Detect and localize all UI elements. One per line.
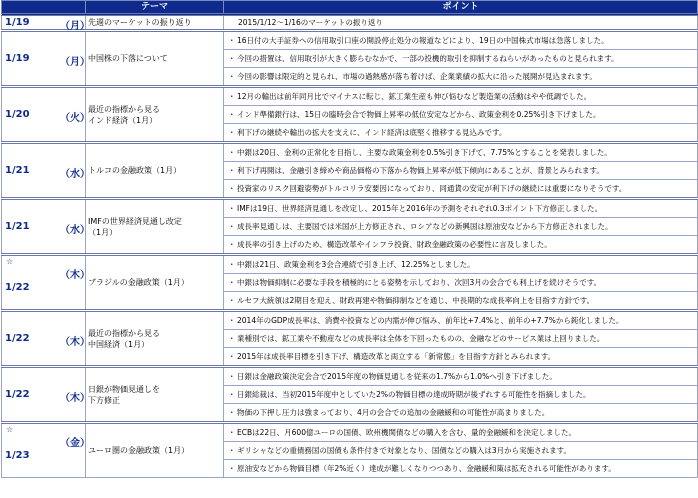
weekday-label: （木）: [60, 270, 90, 281]
bullet-icon: ・: [228, 333, 236, 343]
point-cell: [224, 180, 698, 199]
date-cell: [2, 87, 90, 143]
theme-header: テーマ: [86, 1, 224, 15]
date-label: 1/22: [5, 389, 30, 400]
bullet-icon: ・: [228, 445, 236, 455]
bullet-icon: ・: [228, 295, 236, 305]
header-row: [2, 1, 698, 15]
date-label: 1/19: [5, 17, 30, 28]
point-cell: [224, 218, 698, 236]
point-text: 物価の下押し圧力は強まっており、4月の会合での追加の金融緩和の可能性が高まりました。: [237, 407, 550, 417]
point-cell: [224, 31, 698, 50]
bullet-icon: ・: [228, 407, 236, 417]
table-row: [2, 15, 698, 31]
theme-cell: 先週のマーケットの振り返り: [86, 15, 224, 31]
date-label: 1/20: [5, 109, 30, 120]
point-cell: [224, 292, 698, 311]
schedule-table: [1, 0, 698, 478]
bullet-icon: ・: [228, 91, 236, 101]
bullet-icon: ・: [228, 147, 236, 157]
point-cell: [224, 274, 698, 292]
theme-cell: 最近の指標から見る 中国経済（1月）: [86, 311, 224, 367]
point-cell: [224, 236, 698, 255]
bullet-icon: ・: [228, 53, 236, 63]
star-icon: ☆: [6, 257, 14, 266]
date-cell: [2, 367, 90, 423]
point-cell: [224, 255, 698, 274]
point-text: 中銀は物価抑制に必要な手段を積極的にとる姿勢を示しており、次回3月の会合でも利上げを続けそうです。: [237, 277, 602, 287]
table-row: [2, 367, 698, 386]
table-row: [2, 423, 698, 442]
bullet-icon: ・: [228, 127, 236, 137]
theme-cell: 日銀が物価見通しを 下方修正: [86, 367, 224, 423]
point-cell: [224, 423, 698, 442]
point-text: ギリシャなどの重債務国の国債も条件付きで対象となり、国債などの購入は3月から実施されます。: [237, 445, 572, 455]
weekday-label: （水）: [60, 225, 90, 236]
bullet-icon: ・: [228, 427, 236, 437]
date-cell: [2, 31, 90, 87]
point-text: IMFは19日、世界経済見通しを改定し、2015年と2016年の予測をそれぞれ0.3ポイント下方修正しました。: [237, 203, 603, 213]
point-text: ECBは22日、月600億ユーロの国債、欧州機関債などの購入を含む、量的金融緩和を決定しました。: [237, 427, 576, 437]
point-text: 利下げ再開は、金融引き締めや商品価格の下落から物価上昇率が低下傾向にあることが、背景とみられます。: [237, 165, 604, 175]
point-cell: [224, 460, 698, 478]
weekday-label: （月）: [60, 21, 90, 32]
bullet-icon: ・: [228, 371, 236, 381]
table-row: [2, 87, 698, 106]
point-cell: [224, 404, 698, 423]
date-cell: [2, 423, 90, 478]
table-row: [2, 311, 698, 330]
bullet-icon: ・: [228, 463, 236, 473]
bullet-icon: ・: [228, 351, 236, 361]
bullet-icon: ・: [228, 221, 236, 231]
weekday-label: （金）: [60, 438, 90, 449]
point-text: 日銀は金融政策決定会合で2015年度の物価見通しを従来の1.7%から1.0%へ引き下げました。: [237, 371, 557, 381]
point-cell: [224, 106, 698, 124]
date-cell: [2, 199, 90, 255]
point-cell: [224, 330, 698, 348]
star-icon: ☆: [6, 425, 14, 434]
point-text: 2015/1/12～1/16のマーケットの振り返り: [238, 17, 383, 27]
point-text: 今回の影響は限定的と見られ、市場の過熱感が落ち着けば、企業業績の拡大に沿った展開が見込まれます。: [237, 71, 597, 81]
date-cell: [2, 255, 90, 311]
bullet-icon: ・: [228, 277, 236, 287]
bullet-icon: ・: [228, 165, 236, 175]
bullet-icon: ・: [228, 35, 236, 45]
point-cell: [224, 367, 698, 386]
point-text: 16日付の大手証券への信用取引口座の開設停止処分の報道などにより、19日の中国株式市場は急落しました。: [237, 35, 609, 45]
date-header: [2, 1, 86, 15]
point-cell: [224, 199, 698, 218]
point-cell: [224, 87, 698, 106]
point-text: 成長率の引き上げのため、構造改革やインフラ投資、財政金融政策の必要性に言及しました。: [237, 239, 552, 249]
bullet-icon: ・: [228, 389, 236, 399]
weekday-label: （火）: [60, 113, 90, 124]
point-cell: [224, 50, 698, 68]
date-cell: [2, 311, 90, 367]
theme-cell: IMFの世界経済見通し改定 （1月）: [86, 199, 224, 255]
point-cell: [224, 124, 698, 143]
weekday-label: （月）: [60, 57, 90, 68]
point-cell: [224, 68, 698, 87]
point-text: 中銀は21日、政策金利を3会合連続で引き上げ、12.25%としました。: [237, 259, 475, 269]
bullet-icon: ・: [228, 71, 236, 81]
bullet-icon: ・: [228, 183, 236, 193]
point-text: 成長率見通しは、主要国では米国が上方修正され、ロシアなどの新興国は原油安などから下方修正されました。: [237, 221, 613, 231]
point-cell: [224, 15, 698, 31]
theme-cell: 最近の指標から見る インド経済（1月）: [86, 87, 224, 143]
point-cell: [224, 143, 698, 162]
theme-cell: ブラジルの金融政策（1月）: [86, 255, 224, 311]
bullet-icon: ・: [228, 109, 236, 119]
point-text: 中銀は20日、金利の正常化を目指し、主要な政策金利を0.5%引き下げて、7.75%とすることを発表しました。: [237, 147, 612, 157]
bullet-icon: ・: [228, 203, 236, 213]
bullet-icon: ・: [228, 315, 236, 325]
point-text: ルセフ大統領は2期目を迎え、財政再建や物価抑制などを通じ、中長期的な成長率向上を目指す方針です。: [237, 295, 595, 305]
point-cell: [224, 162, 698, 180]
point-text: 原油安などから物価目標（年2%近く）達成が難しくなりつつあり、金融緩和策は拡充される可能性があります。: [237, 463, 616, 473]
point-cell: [224, 442, 698, 460]
point-text: 投資家のリスク回避姿勢がトルコリラ安要因になっており、同通貨の安定が利下げの継続には重要になりそうです。: [237, 183, 627, 193]
point-cell: [224, 386, 698, 404]
point-text: 2014年のGDP成長率は、消費や投資などの内需が伸び悩み、前年比+7.4%と、前年の+7.7%から鈍化しました。: [237, 315, 624, 325]
weekday-label: （木）: [60, 393, 90, 404]
bullet-icon: ・: [228, 239, 236, 249]
table-row: [2, 31, 698, 50]
bullet-icon: ・: [228, 259, 236, 269]
point-text: 12月の輸出は前年同月比でマイナスに転じ、鉱工業生産も伸び悩むなど製造業の活動はやや低調でした。: [237, 91, 592, 101]
weekday-label: （水）: [60, 169, 90, 180]
point-header: ポイント: [224, 1, 698, 15]
date-label: 1/22: [5, 333, 30, 344]
point-text: 2015年は成長率目標を引き下げ、構造改革と両立する「新常態」を目指す方針とみられます。: [237, 351, 556, 361]
table-row: [2, 255, 698, 274]
weekday-label: （木）: [60, 337, 90, 348]
point-text: 業種別では、鉱工業や不動産などの成長率は全体を下回ったものの、金融などのサービス業は上回りました。: [237, 333, 605, 343]
date-label: 1/19: [5, 53, 30, 64]
theme-cell: 中国株の下落について: [86, 31, 224, 87]
point-text: 今回の措置は、信用取引が大きく膨らむなかで、一部の投機的取引を抑制するねらいがあったものと見られます。: [237, 53, 619, 63]
date-cell: [2, 15, 90, 32]
point-text: 日銀総裁は、当初2015年度中としていた2%の物価目標の達成時期が後ずれする可能性を指摘しました。: [237, 389, 591, 399]
point-cell: [224, 348, 698, 367]
point-text: 利下げの継続や輸出の拡大を支えに、インド経済は底堅く推移する見込みです。: [237, 127, 507, 137]
theme-cell: ユーロ圏の金融政策（1月）: [86, 423, 224, 478]
date-cell: [2, 143, 90, 199]
date-label: 1/21: [5, 165, 30, 176]
table-row: [2, 199, 698, 218]
table-row: [2, 143, 698, 162]
date-label: 1/23: [5, 450, 30, 461]
date-label: 1/22: [5, 282, 30, 293]
theme-cell: トルコの金融政策（1月）: [86, 143, 224, 199]
point-text: インド準備銀行は、15日の臨時会合で物価上昇率の低位安定などから、政策金利を0.25%引き下げました。: [237, 109, 601, 119]
point-cell: [224, 311, 698, 330]
date-label: 1/21: [5, 221, 30, 232]
